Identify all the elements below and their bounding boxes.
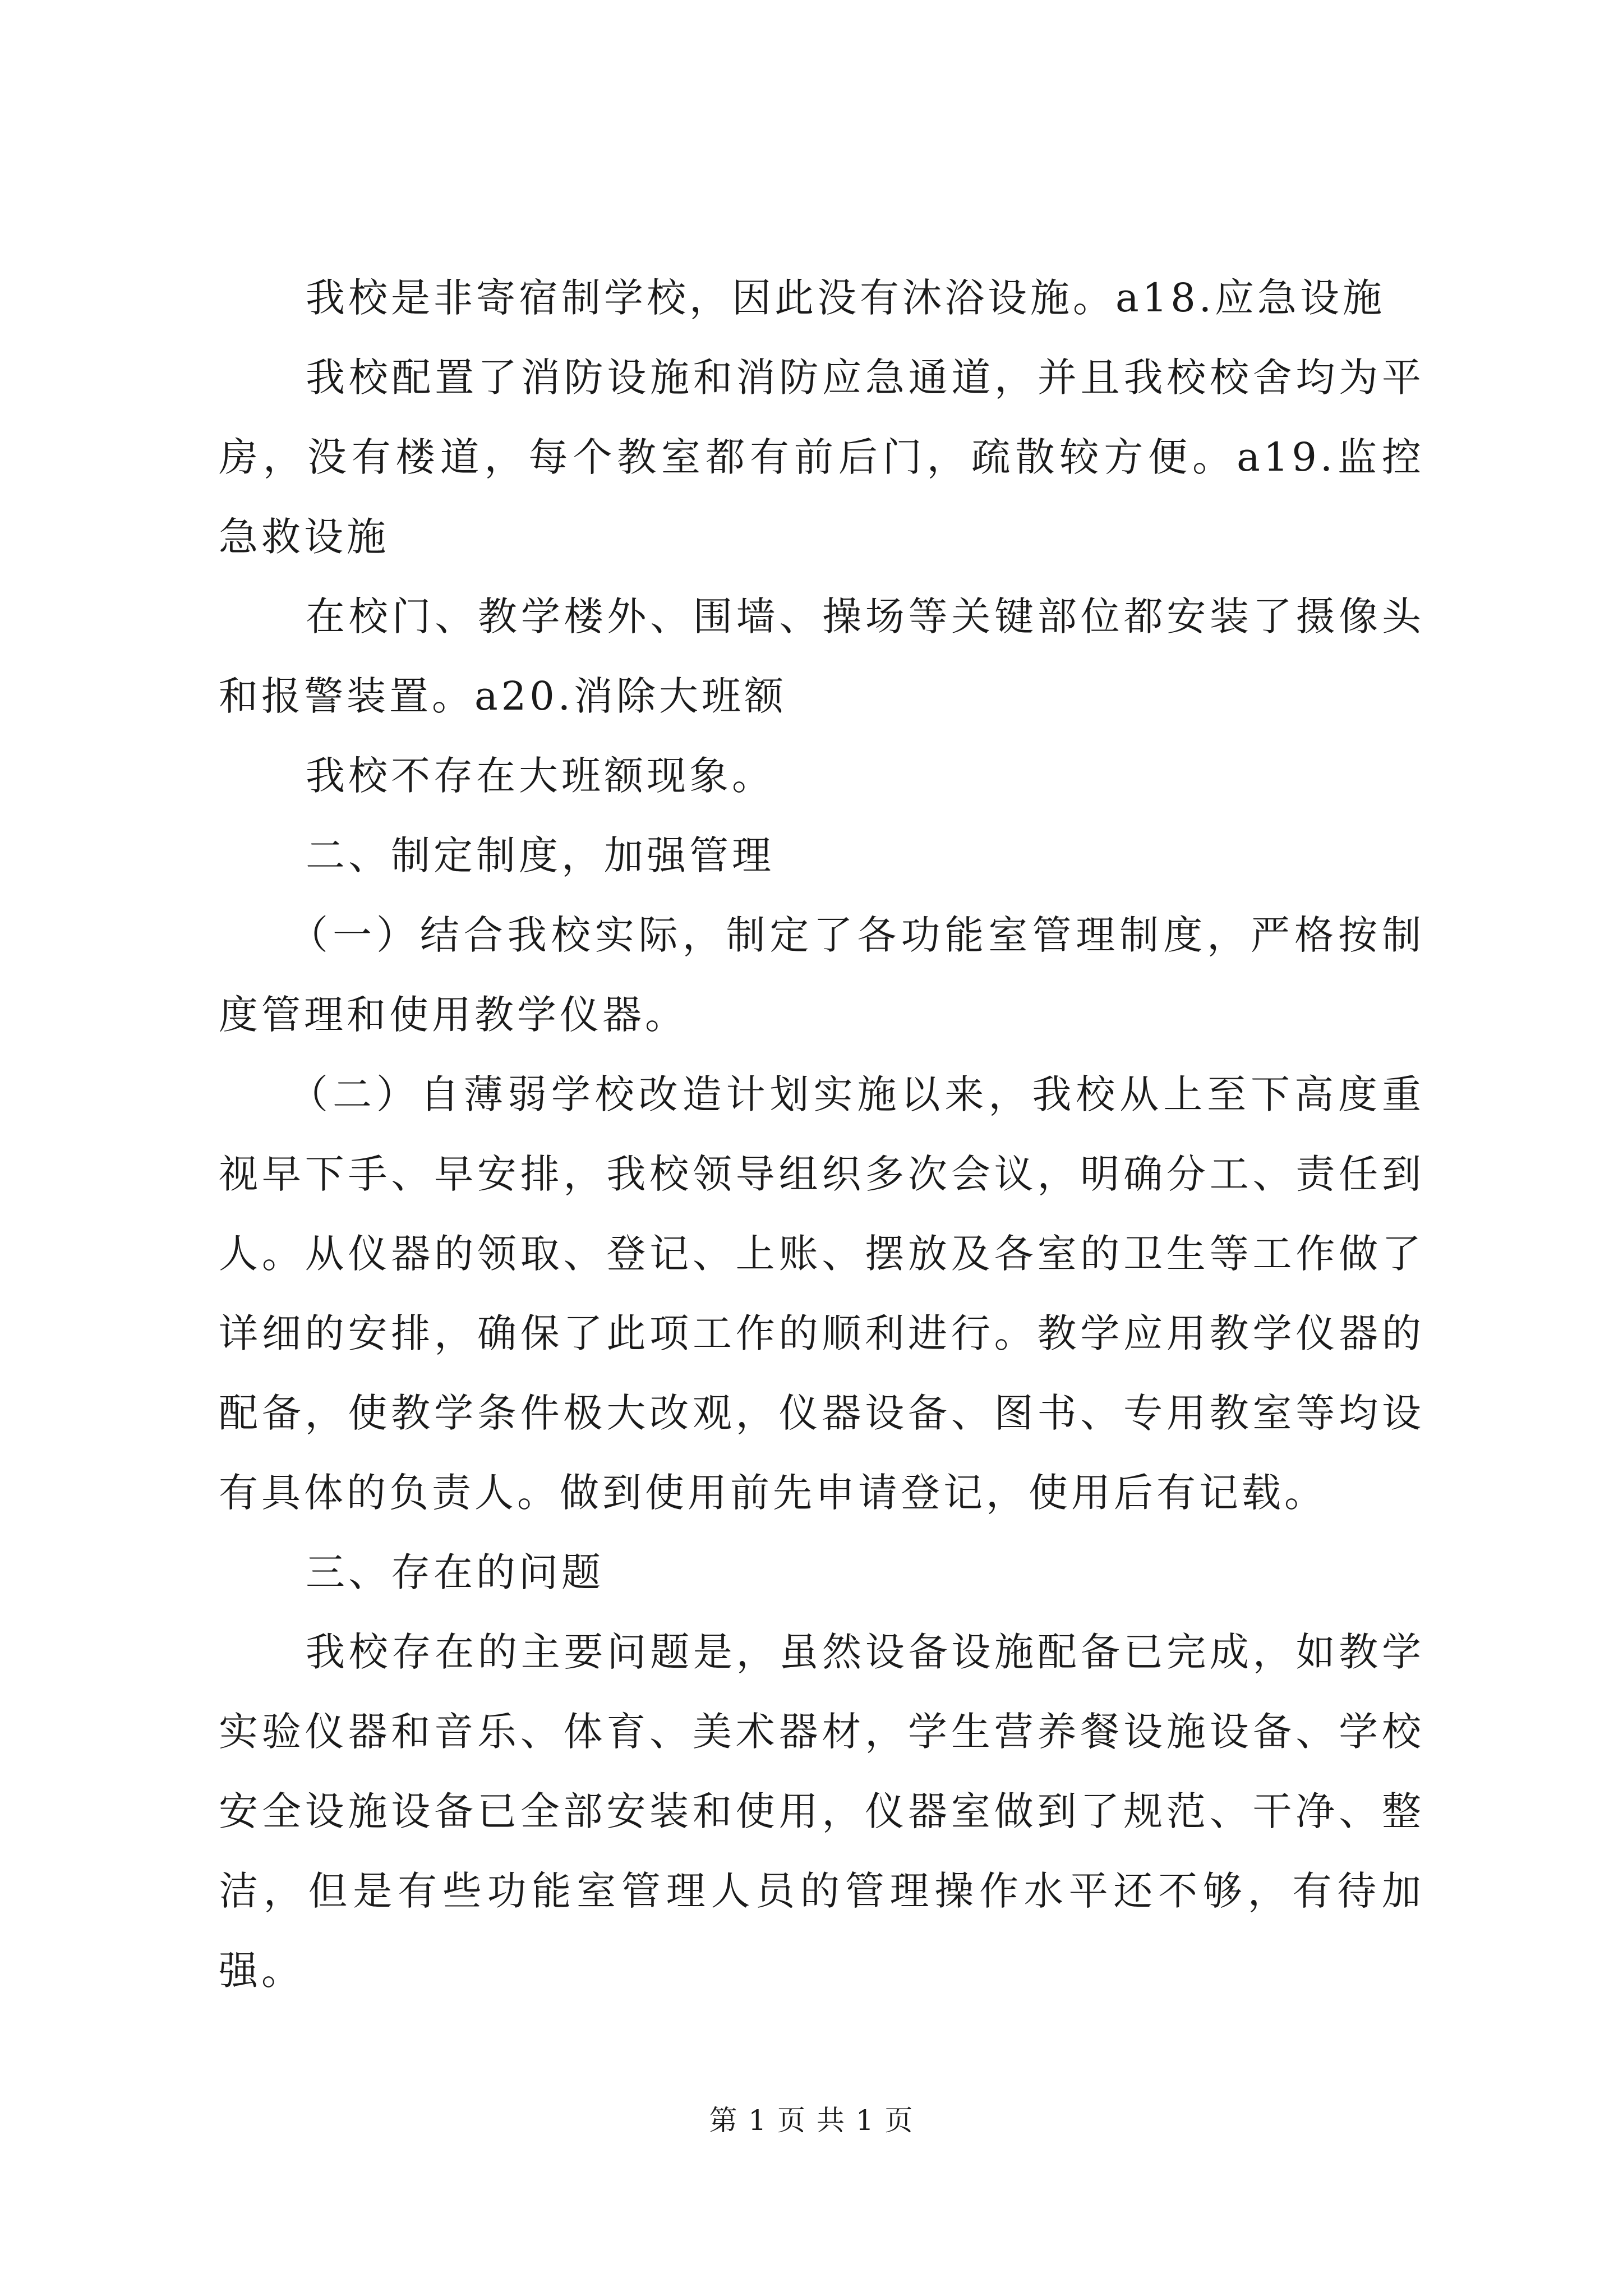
section-heading-management: 二、制定制度，加强管理 [306,832,774,878]
document-body [219,258,1424,2010]
paragraph-bath-facilities: 我校是非寄宿制学校，因此没有沐浴设施。a18.应急设施 [306,275,1386,321]
paragraph-main-problems: 我校存在的主要问题是，虽然设备设施配备已完成，如教学实验仪器和音乐、体育、美术器材，学生营养餐设施设备、学校安全设施设备已全部安装和使用，仪器室做到了规范、干净、整洁，但是有些功能室管理人员的管理操作水平还不够，有待加强。 [219,1629,1424,1994]
paragraph-management-rules: （一）结合我校实际，制定了各功能室管理制度，严格按制度管理和使用教学仪器。 [219,912,1424,1038]
page-footer: 第 1 页 共 1 页 [709,2104,914,2137]
paragraph-surveillance: 在校门、教学楼外、围墙、操场等关键部位都安装了摄像头和报警装置。a20.消除大班额 [219,593,1424,719]
paragraph-fire-emergency: 我校配置了消防设施和消防应急通道，并且我校校舍均为平房，没有楼道，每个教室都有前后门，疏散较方便。a19.监控急救设施 [219,355,1424,560]
paragraph-improvement-plan: （二）自薄弱学校改造计划实施以来，我校从上至下高度重视早下手、早安排，我校领导组织多次会议，明确分工、责任到人。从仪器的领取、登记、上账、摆放及各室的卫生等工作做了详细的安排，确保了此项工作的顺利进行。教学应用教学仪器的配备，使教学条件极大改观，仪器设备、图书、专用教室等均设有具体的负责人。做到使用前先申请登记，使用后有记载。 [219,1071,1424,1516]
paragraph-class-size: 我校不存在大班额现象。 [306,753,774,799]
section-heading-problems: 三、存在的问题 [306,1549,604,1595]
